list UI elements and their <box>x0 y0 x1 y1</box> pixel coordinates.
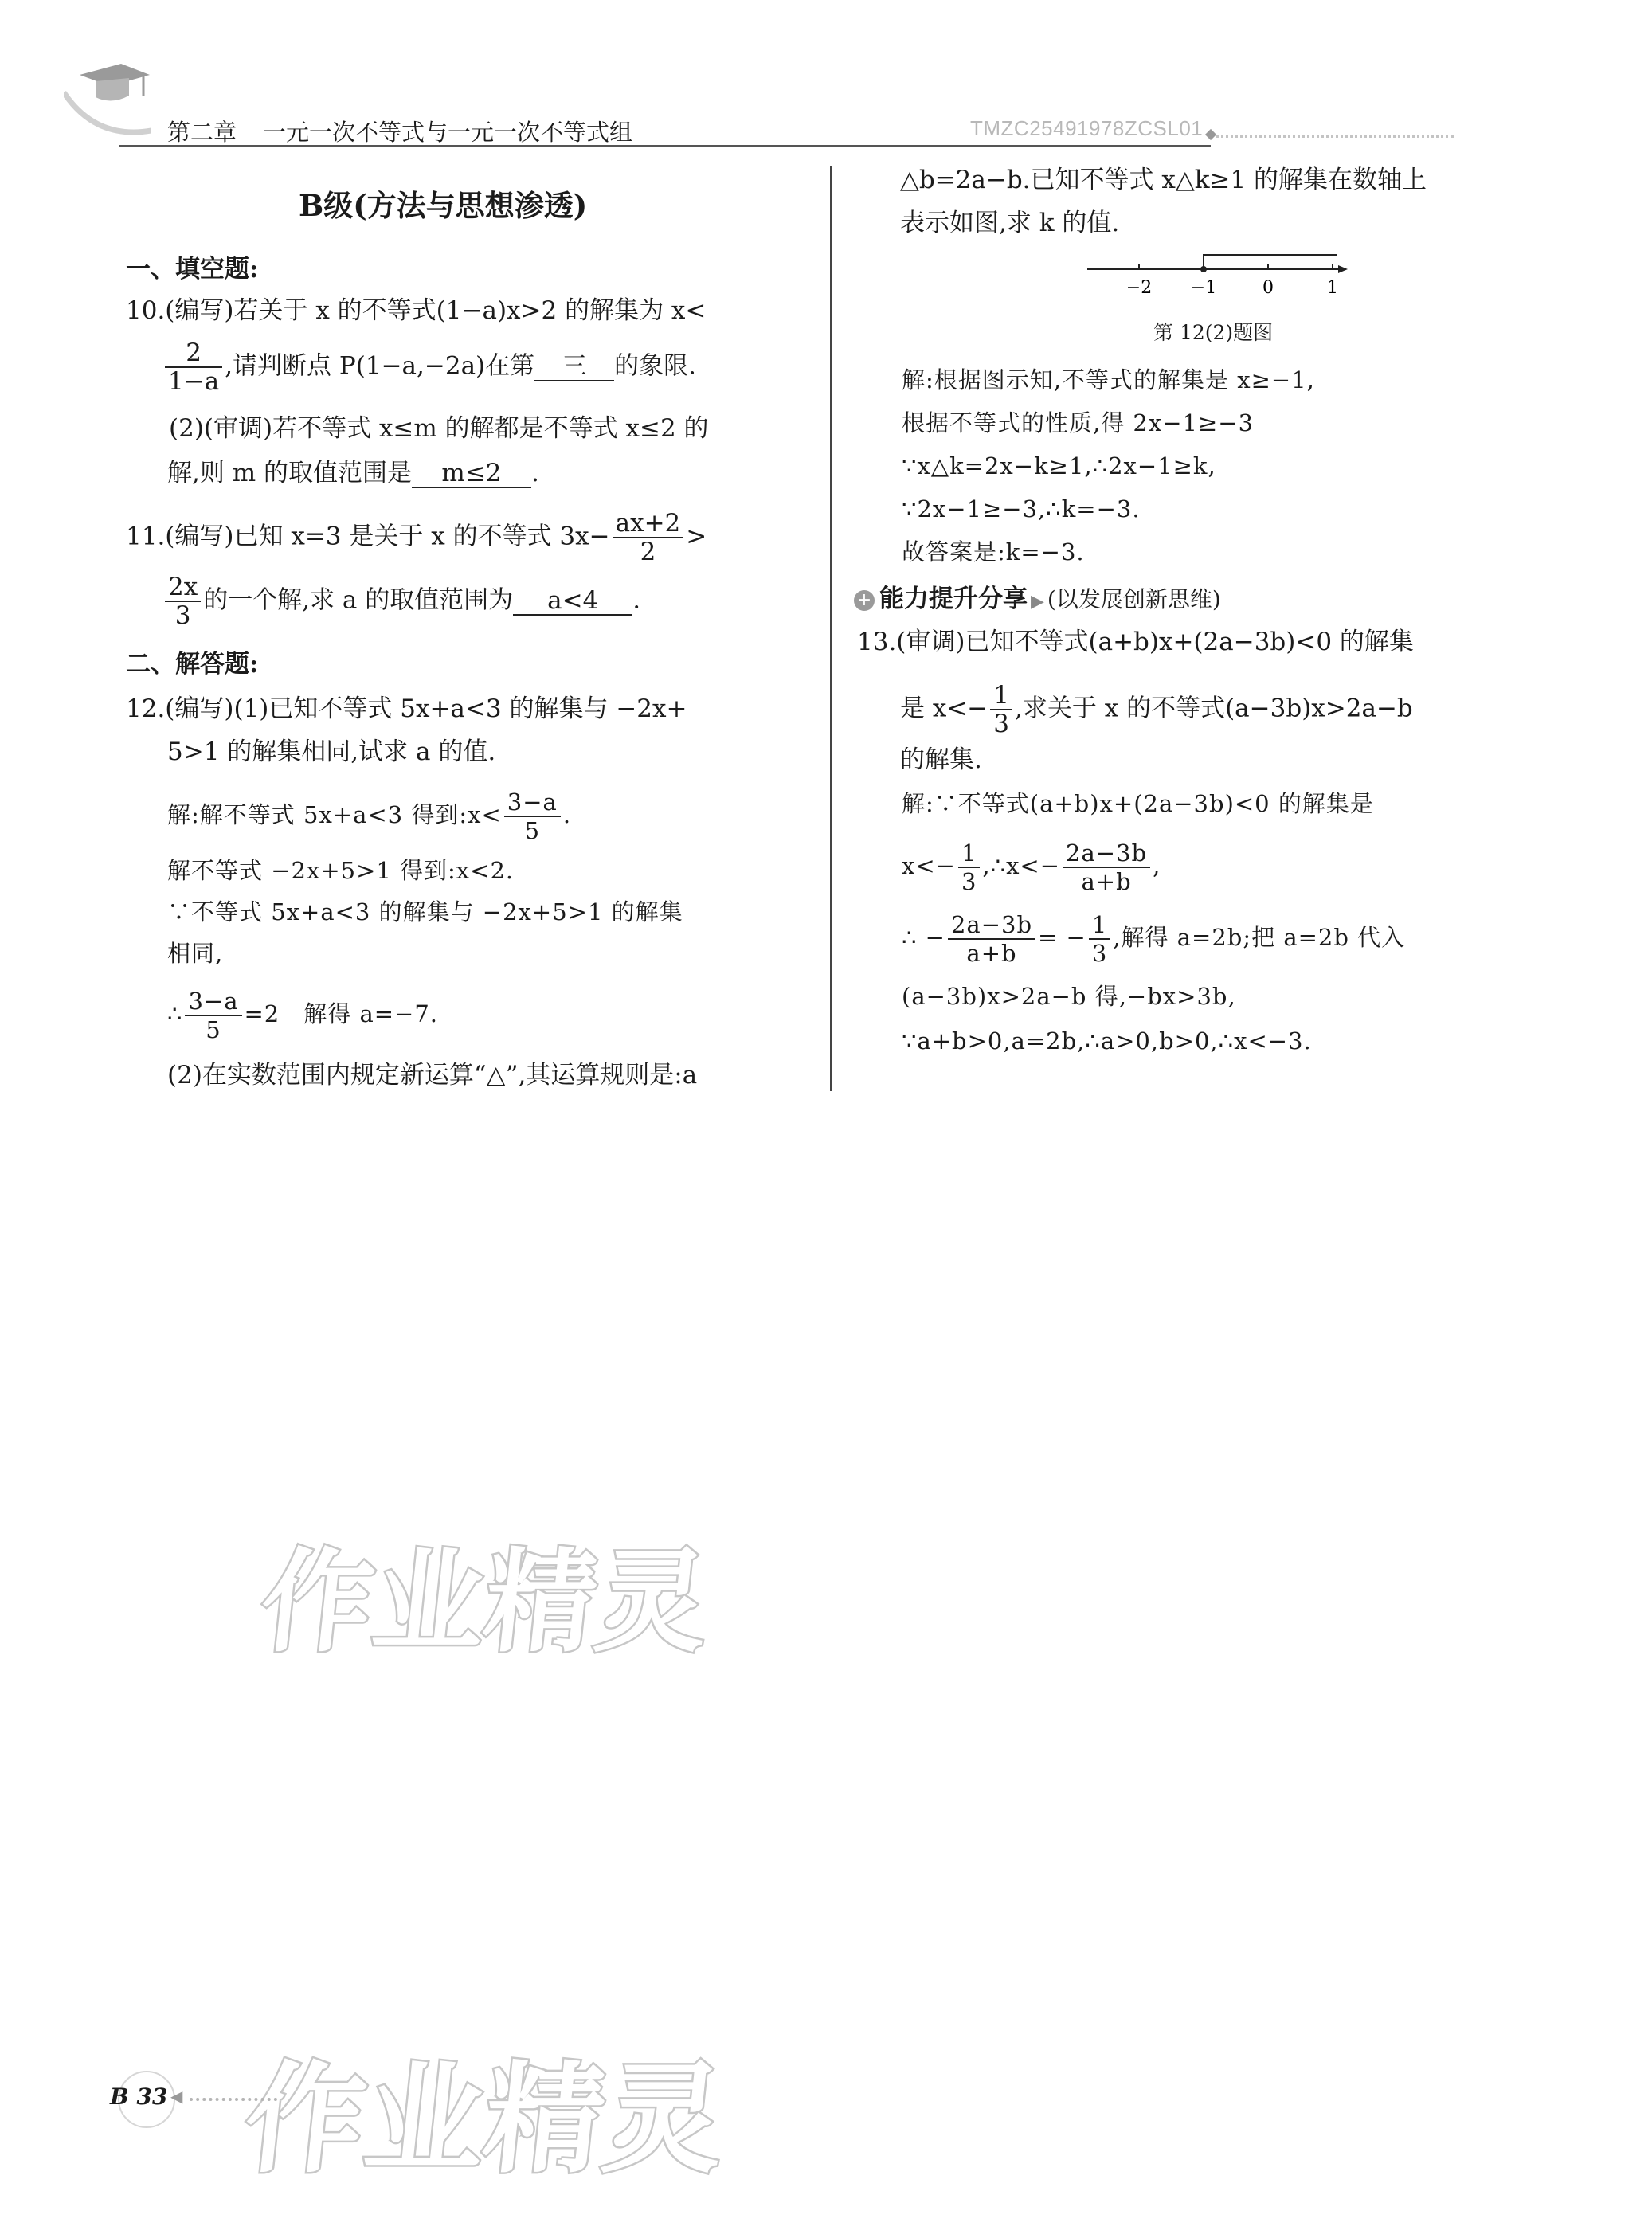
q12-right-sol-5: 故答案是:k=−3. <box>902 538 1085 565</box>
fraction: $\frac{2a-3b}{a+b}$ <box>1063 839 1150 895</box>
fraction: $\frac{3-a}{5}$ <box>504 788 561 844</box>
header-rule <box>119 145 1211 147</box>
q11-line1: 11.(编写)已知 x=3 是关于 x 的不等式 3x− $\frac{ax+2}{2}$ > <box>126 509 707 566</box>
footer-dots <box>190 2098 277 2101</box>
chapter-title: 一元一次不等式与一元一次不等式组 <box>263 119 633 146</box>
tick-label: 0 <box>1262 278 1274 298</box>
page-number: B 33 <box>110 2083 168 2110</box>
q11-line2: $\frac{2x}{3}$ 的一个解,求 a 的取值范围为 a<4 . <box>162 573 640 629</box>
fraction: $\frac{2x}{3}$ <box>165 573 201 629</box>
q12-right-line2: 表示如图,求 k 的值. <box>900 209 1120 237</box>
q12-right-sol-1: 解:根据图示知,不等式的解集是 x≥−1, <box>902 366 1315 393</box>
page-code: TMZC25491978ZCSL01 <box>970 116 1204 140</box>
q13-solution-3: ∴ − $\frac{2a-3b}{a+b}$ = − $\frac{1}{3}$ ,解得 a=2b;把 a=2b 代入 <box>902 911 1406 967</box>
header-logo <box>64 61 151 140</box>
number-line <box>1083 244 1354 299</box>
q13-solution-2: x<− $\frac{1}{3}$ ,∴x<− $\frac{2a-3b}{a+b}$ , <box>902 839 1161 895</box>
q12-solution-1: 解:解不等式 5x+a<3 得到:x< $\frac{3-a}{5}$ . <box>167 788 572 844</box>
q12-right-line1: △b=2a−b.已知不等式 x△k≥1 的解集在数轴上 <box>900 166 1427 194</box>
section-title: B级(方法与思想渗透) <box>299 188 588 223</box>
q13-line1: 13.(审调)已知不等式(a+b)x+(2a−3b)<0 的解集 <box>857 628 1414 656</box>
fraction: $\frac{ax+2}{2}$ <box>613 510 684 565</box>
q12-right-sol-2: 根据不等式的性质,得 2x−1≥−3 <box>902 409 1255 436</box>
tick-label: −2 <box>1125 278 1153 298</box>
ability-heading: + 能力提升分享 ▶ (以发展创新思维) <box>854 583 1221 618</box>
answer-blank: a<4 <box>513 587 632 616</box>
part1-heading: 一、填空题: <box>126 255 259 284</box>
answer-blank: m≤2 <box>412 460 531 488</box>
header-dot-rule <box>1216 135 1454 138</box>
triangle-right-icon: ▶ <box>1031 592 1044 612</box>
q10-line1: 10.(编写)若关于 x 的不等式(1−a)x>2 的解集为 x< <box>126 296 707 325</box>
fraction: $\frac{1}{3}$ <box>1089 911 1110 967</box>
answer-blank: 三 <box>534 353 614 381</box>
q12-solution-4: 相同, <box>167 940 224 967</box>
q12-right-sol-4: ∵2x−1≥−3,∴k=−3. <box>902 495 1141 522</box>
chapter-label: 第二章 <box>167 119 237 146</box>
tick-label: −1 <box>1190 278 1217 298</box>
graduation-cap-icon <box>64 61 151 140</box>
q12-right-sol-3: ∵x△k=2x−k≥1,∴2x−1≥k, <box>902 452 1216 479</box>
watermark: 作业精灵 <box>255 1538 715 1668</box>
q12-solution-2: 解不等式 −2x+5>1 得到:x<2. <box>167 857 515 884</box>
q12-part2: (2)在实数范围内规定新运算“△”,其运算规则是:a <box>167 1061 698 1090</box>
fraction: $\frac{1}{3}$ <box>990 682 1012 738</box>
column-divider <box>830 166 832 1091</box>
fraction: $\frac{2a-3b}{a+b}$ <box>948 911 1035 967</box>
part2-heading: 二、解答题: <box>126 650 259 679</box>
fraction: $\frac{3-a}{5}$ <box>185 988 241 1043</box>
q12-solution-5: ∴ $\frac{3-a}{5}$ =2 解得 a=−7. <box>167 988 439 1043</box>
plus-badge-icon: + <box>854 590 875 611</box>
figure-caption: 第 12(2)题图 <box>1153 321 1274 344</box>
q12-line2: 5>1 的解集相同,试求 a 的值. <box>167 738 496 766</box>
fraction: $\frac{1}{3}$ <box>958 839 980 895</box>
q13-line2: 是 x<− $\frac{1}{3}$ ,求关于 x 的不等式(a−3b)x>2a−b <box>900 681 1413 738</box>
q13-solution-4: (a−3b)x>2a−b 得,−bx>3b, <box>902 983 1236 1010</box>
triangle-left-icon: ◀ <box>170 2087 183 2106</box>
q13-line3: 的解集. <box>900 745 982 774</box>
tick-label: 1 <box>1327 278 1338 298</box>
q12-solution-3: ∵不等式 5x+a<3 的解集与 −2x+5>1 的解集 <box>167 898 683 925</box>
q10-line3: (2)(审调)若不等式 x≤m 的解都是不等式 x≤2 的 <box>169 414 709 443</box>
q12-line1: 12.(编写)(1)已知不等式 5x+a<3 的解集与 −2x+ <box>126 694 687 723</box>
q10-line4: 解,则 m 的取值范围是 m≤2 . <box>167 459 539 487</box>
q13-solution-1: 解:∵不等式(a+b)x+(2a−3b)<0 的解集是 <box>902 790 1374 817</box>
fraction: $\frac{2}{1-a}$ <box>165 339 222 395</box>
q13-solution-5: ∵a+b>0,a=2b,∴a>0,b>0,∴x<−3. <box>902 1027 1312 1054</box>
diamond-icon <box>1205 129 1216 140</box>
watermark: 作业精灵 <box>238 2051 731 2189</box>
q10-line2: $\frac{2}{1-a}$ ,请判断点 P(1−a,−2a)在第 三 的象限. <box>162 339 696 395</box>
